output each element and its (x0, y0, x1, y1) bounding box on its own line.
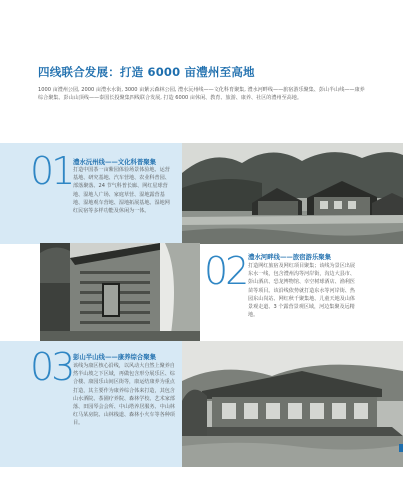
page-title: 四线联合发展：打造 6000 亩澧州至高地 (38, 65, 255, 79)
section-text-01: 打造中国茶一亩紫园体验场景体验地、运营基地、研究基地、汽车营地、农业科普园、部落聚落、24 节气科普长廊、网红星球营地、湿地人广场、家庭草营、湿地露营基地、湿地观车营地、湿地拓展基地、湿地网红民宿等多样功能及休闲为一体。 (73, 167, 170, 215)
photo-wooden-building (40, 243, 200, 341)
section-text-02: 打造网红旅宿及网红项目聚集；该线为景区出展东水一线，包含澧州沟等河岸街，沟边大县市、彭山酒店、恐龙博物馆、幸空树球酒店、渔利医苗等项目。该沿线依势就打造东水等河岸街、热园东山岗站、网红秋千聚集地、儿童天地及山体景观走道、3 个露营景观区域，河边集聚及远精地。 (248, 263, 355, 319)
section-text-03: 该线为康区核心沿线，以风动大自然上聚养自然半山坡之下区域，再做包含形分展乐区、综合楼、康园乐山间区街等，康运结康养为重点打造，其主要作为康养综合体来打造，其包含山水酒院、茶園疗养院、森林学校、艺术家部落、田园琴会会所、中山塔养居服务、中山林红马某房院、山林栈道、森林小火车等各种项目。 (73, 363, 175, 427)
section-number-01: 01 (30, 149, 73, 193)
intro-paragraph: 1000 亩澧州公园, 2000 亩澧水水街, 3000 亩紫云森林公园, 澧水沅州线——文化科育聚集, 澧水河畔线——旅宿游乐聚集、彭山半山线——康养综合聚集、彭山山顶线——泰国长投聚集四线联合发展, 打造 6000 亩休闲、教育、旅游、康养、社区的澧州至高地。 (38, 87, 365, 101)
photo-lakeside-lodges (182, 143, 403, 244)
photo-hillside-resort (182, 341, 403, 467)
section-number-03: 03 (30, 345, 73, 389)
section-title-03: 彭山半山线——康养综合聚集 (73, 353, 157, 361)
section-title-01: 澧水沅州线——文化科普聚集 (73, 158, 157, 166)
page-edge-marker (399, 444, 403, 452)
section-number-02: 02 (204, 249, 247, 293)
section-title-02: 澧水河畔线——旅宿游乐聚集 (248, 253, 332, 261)
